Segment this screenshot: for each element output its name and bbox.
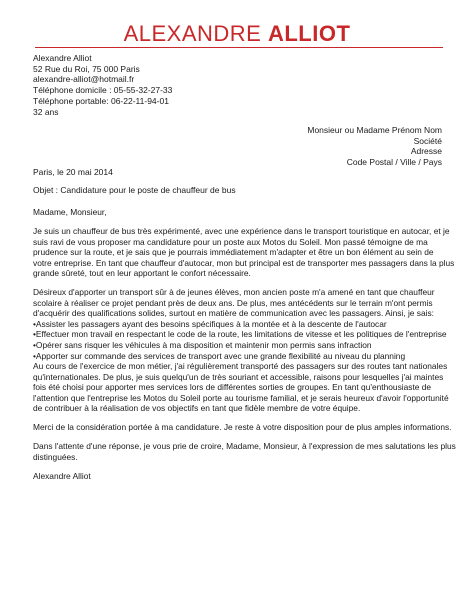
paragraph-thanks: [33, 422, 452, 433]
paragraph-line: qu'internationales. De plus, je suis quelqu'un de très souriant et accessible, raisons pour lesquelles j'ai maintes: [33, 371, 444, 382]
bullet-item: •Effectuer mon travail en respectant le code de la route, les limitations de vitesse et les politiques de l'entreprise: [33, 329, 447, 340]
recipient-address: Adresse: [410, 146, 442, 157]
signature: Alexandre Alliot: [33, 470, 91, 481]
paragraph-line: prudence sur la route, et je sais que je pourrais immédiatement m'adapter et être un bon élément au sein de: [33, 247, 434, 258]
paragraph-line: Désireux d'apporter un transport sûr à de jeunes élèves, mon ancien poste m'a amené en tant que chauffeur: [33, 287, 435, 298]
paragraph-line: l'attention que l'entreprise les Motos du Soleil porte au tourisme familial, et je serais heureux d'avoir l'opportunité: [33, 392, 449, 403]
paragraph-experience: [33, 287, 449, 414]
bullet-item: •Assister les passagers ayant des besoins spécifiques à la montée et à la descente de l'autocar: [33, 318, 387, 329]
sender-mobile-phone: Téléphone portable: 06-22-11-94-01: [33, 95, 169, 106]
sender-address: 52 Rue du Roi, 75 000 Paris: [33, 63, 140, 74]
recipient-name: Monsieur ou Madame Prénom Nom: [307, 125, 442, 135]
paragraph-line: Au cours de l'exercice de mon métier, j'ai régulièrement transporté des passagers sur des routes tant nationales: [33, 361, 448, 372]
paragraph-intro: [33, 226, 455, 279]
sender-home-phone: Téléphone domicile : 05-55-32-27-33: [33, 85, 173, 96]
header-divider: [35, 47, 443, 48]
letter-object: Objet : Candidature pour le poste de chauffeur de bus: [33, 185, 236, 195]
paragraph-line: d'acquérir des qualifications solides, surtout en matière de communication avec les passagers. Ainsi, je sais:: [33, 308, 435, 319]
bullet-item: •Apporter sur commande des services de transport avec une grande flexibilité au niveau du planning: [33, 350, 406, 361]
paragraph-line: Dans l'attente d'une réponse, je vous prie de croire, Madame, Monsieur, à l'expression de mes salutations les plus: [33, 441, 456, 452]
paragraph-line: fois été choisi pour apporter mes services lors de différentes sorties de groupes. En tant qu'enthousiaste de: [33, 382, 432, 393]
paragraph-line: scolaire à réaliser ce projet pendant près de deux ans. De plus, mes antécédents sur le terrain m'ont permis: [33, 297, 433, 308]
sender-name: Alexandre Alliot: [33, 53, 92, 63]
salutation: Madame, Monsieur,: [33, 207, 107, 217]
sender-email: alexandre-alliot@hotmail.fr: [33, 74, 135, 85]
paragraph-closing: [33, 441, 456, 462]
recipient-postcode-city: Code Postal / Ville / Pays: [346, 157, 442, 168]
paragraph-line: suis ravi de vous proposer ma candidature pour un poste aux Motos du Soleil. Mon passé témoigne de ma: [33, 236, 428, 247]
paragraph-line: grande sûreté, tout en leur apportant le confort nécessaire.: [33, 268, 251, 279]
header-name: [0, 22, 474, 46]
paragraph-line: de contribuer à la réalisation de vos objectifs en tant que fidèle membre de votre équipe.: [33, 403, 361, 414]
header-last-name: ALLIOT: [267, 21, 351, 46]
paragraph-line: votre entreprise. En tant que chauffeur d'autocar, mon but principal est de transporter mes passagers dans la plus: [33, 257, 455, 268]
sender-block: [33, 53, 172, 117]
sender-age: 32 ans: [33, 106, 59, 117]
bullet-item: •Opérer sans risquer les véhicules à ma disposition et maintenir mon permis sans infraction: [33, 340, 372, 351]
letter-body: [33, 207, 456, 490]
letter-date: Paris, le 20 mai 2014: [33, 167, 113, 177]
recipient-block: [307, 125, 442, 168]
paragraph-line: Je suis un chauffeur de bus très expérimenté, avec une expérience dans le transport touristique en autocar, et je: [33, 226, 450, 237]
paragraph-line: Merci de la considération portée à ma candidature. Je reste à votre disposition pour de plus amples informations.: [33, 422, 452, 433]
recipient-company: Société: [413, 135, 442, 146]
paragraph-line: distinguées.: [33, 451, 78, 462]
header-first-name: ALEXANDRE: [123, 21, 262, 46]
